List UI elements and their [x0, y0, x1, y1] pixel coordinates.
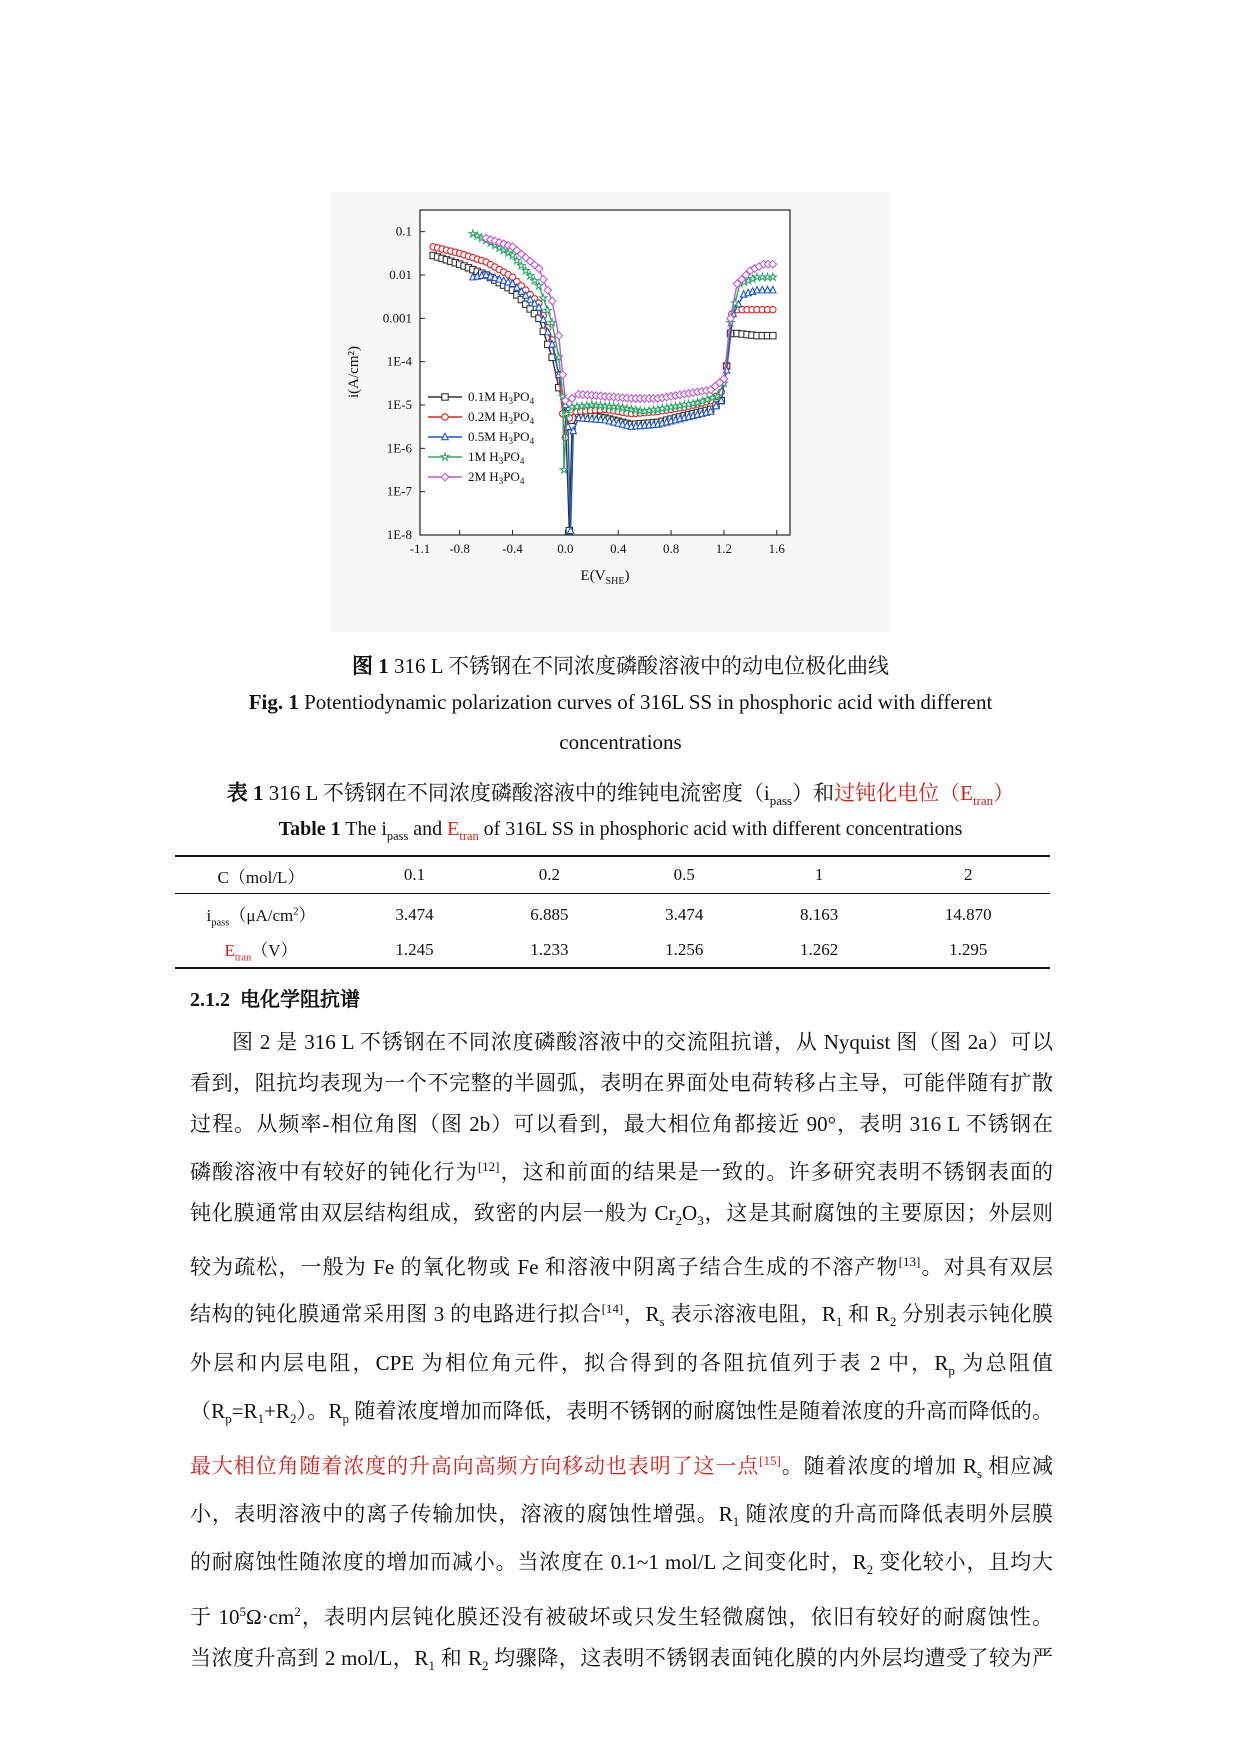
y-tick-label: 0.1: [395, 223, 412, 239]
subscript: p: [225, 1411, 232, 1427]
citation-ref: [14]: [601, 1301, 624, 1317]
table-title-en-b: and: [413, 818, 443, 840]
legend-marker: [442, 414, 448, 420]
y-tick-label: 1E-8: [386, 527, 412, 542]
ipass-label-c: ）: [298, 906, 316, 926]
y-tick-label: 1E-4: [386, 353, 412, 369]
para-text: ，R: [623, 1302, 660, 1327]
para-text: 为总阻值: [954, 1350, 1053, 1375]
subscript: 1: [428, 1658, 435, 1674]
x-tick-label: 1.2: [715, 541, 733, 556]
legend-entry: [468, 389, 535, 406]
etran-label-b: （V）: [251, 941, 298, 961]
subscript: 2: [675, 1213, 683, 1228]
table-cell: 1.233: [482, 933, 617, 968]
para-text: 分别表示钝化膜: [896, 1302, 1053, 1327]
citation-ref: [15]: [759, 1452, 781, 1468]
table-header-row: [175, 856, 1050, 894]
x-axis-label-sub: SHE: [605, 576, 625, 587]
table-cell: 1.256: [617, 933, 752, 968]
para-text: 和 R: [434, 1645, 482, 1670]
para-text: 小，表明溶液中的离子传输加快，溶液的腐蚀性增强。R: [190, 1501, 733, 1526]
y-axis-label: i(A/cm²): [346, 346, 362, 398]
x-tick-label: -0.4: [502, 541, 523, 556]
legend-entry: [468, 429, 535, 446]
legend-entry-text: 0.1M H: [468, 389, 509, 404]
para-line: [190, 1343, 1053, 1391]
legend-entry-sub: 4: [529, 396, 535, 406]
legend-entry-sub: 3: [508, 416, 513, 426]
legend-entry-text: 2M H: [468, 469, 499, 484]
figure-caption-zh: [0, 650, 1241, 680]
figure-caption-en-line1: Potentiodynamic polarization curves of 316L SS in phosphoric acid with different: [304, 690, 993, 714]
para-text: 变化较小，且均大: [873, 1550, 1053, 1575]
legend-entry-text: PO: [503, 449, 520, 464]
legend-entry-text: PO: [512, 409, 530, 424]
table-title-en-a: The i: [345, 818, 387, 840]
para-line: [190, 1591, 1053, 1638]
x-tick-label: 1.6: [768, 541, 785, 556]
para-text: （R: [190, 1399, 226, 1424]
subscript: p: [342, 1411, 349, 1427]
para-text: 。随着浓度的增加 R: [780, 1453, 978, 1478]
para-text: 外层和内层电阻，CPE 为相位角元件，拟合得到的各阻抗值列于表 2 中，R: [190, 1350, 949, 1375]
para-line: [190, 1440, 1053, 1494]
table-title-en-red: E: [447, 818, 460, 840]
legend-entry-sub: 4: [519, 476, 525, 486]
x-tick-label: -1.1: [409, 541, 431, 556]
legend-entry-sub: 3: [498, 456, 504, 466]
table-title-zh-red: 过钝化电位（E: [834, 781, 973, 805]
para-text: 结构的钝化膜通常采用图 3 的电路进行拟合: [190, 1302, 602, 1327]
y-tick-label: 0.01: [389, 267, 412, 282]
table-title-zh-a: 316 L 不锈钢在不同浓度磷酸溶液中的维钝电流密度（i: [268, 781, 770, 805]
subscript: s: [659, 1314, 665, 1330]
data-table: [175, 855, 1050, 969]
citation-ref: [12]: [477, 1158, 500, 1174]
table-cell: 6.885: [530, 905, 569, 924]
ipass-label-sub: pass: [211, 917, 230, 929]
series-point: [770, 332, 776, 338]
para-text: 的耐腐蚀性随浓度的增加而减小。当浓度在 0.1~1 mol/L 之间变化时，R: [190, 1550, 867, 1575]
x-tick-label: -0.8: [449, 541, 470, 556]
figure-caption-en-line2: concentrations: [559, 730, 682, 754]
table-cell: 1.245: [347, 933, 482, 968]
ipass-label-a: i: [206, 906, 212, 926]
ipass-label-b: （μA/cm: [229, 906, 294, 926]
series-point: [770, 306, 776, 312]
legend-entry: [468, 449, 525, 466]
para-text: 相应减: [982, 1453, 1054, 1478]
table-title-zh-b: ）和: [792, 781, 835, 805]
para-line: [190, 1638, 1053, 1686]
legend-entry-sub: 3: [498, 476, 504, 486]
para-line: [190, 1391, 1053, 1439]
y-tick-label: 1E-5: [386, 397, 412, 412]
para-text: 随浓度的升高而降低表明外层膜: [739, 1501, 1053, 1526]
table-header-cell: 0.5: [617, 856, 752, 894]
legend-entry: [468, 409, 535, 426]
para-text: 随着浓度增加而降低，表明不锈钢的耐腐蚀性是随着浓度的升高而降低的。: [349, 1399, 1053, 1424]
figure-caption-zh-text: 316 L 不锈钢在不同浓度磷酸溶液中的动电位极化曲线: [393, 654, 890, 678]
x-tick-label: 0.8: [662, 541, 680, 556]
subscript: p: [948, 1362, 955, 1378]
table-title-en-red-sub: tran: [459, 829, 479, 843]
y-tick-label: 1E-6: [386, 440, 412, 456]
para-text: Ω·cm: [246, 1604, 295, 1629]
para-text: 过程。从频率-相位角图（图 2b）可以看到，最大相位角都接近 90°，表明 316 L 不锈钢在: [190, 1112, 1053, 1137]
body-paragraph: [190, 1022, 1053, 1686]
section-title: 电化学阻抗谱: [240, 989, 360, 1011]
superscript: 2: [294, 1603, 301, 1619]
para-text: 钝化膜通常由双层结构组成，致密的内层一般为 Cr: [190, 1200, 676, 1225]
figure-caption-en-label: Fig. 1: [248, 690, 299, 714]
table-title-zh-red-sub: tran: [972, 793, 994, 809]
para-line: [190, 1542, 1053, 1590]
subscript: 1: [257, 1411, 265, 1427]
subscript: s: [977, 1465, 983, 1481]
para-text: ，这和前面的结果是一致的。许多研究表明不锈钢表面的: [499, 1159, 1054, 1184]
para-text: 当浓度升高到 2 mol/L，R: [190, 1645, 429, 1670]
para-text: 看到，阻抗均表现为一个不完整的半圆弧，表明在界面处电荷转移占主导，可能伴随有扩散: [190, 1071, 1053, 1096]
y-tick-label: 1E-7: [386, 483, 412, 499]
table-title-en-sub: pass: [386, 829, 409, 843]
table-cell: 3.474: [665, 905, 704, 924]
x-tick-label: 0.4: [610, 541, 627, 556]
table-title-zh-sub: pass: [769, 793, 793, 809]
x-axis-label-close: ): [624, 568, 630, 584]
para-text: +R: [264, 1399, 290, 1424]
table-header-cell: 0.2: [482, 856, 617, 894]
para-line: [190, 1193, 1053, 1241]
legend-entry-text: 0.5M H: [468, 429, 509, 444]
para-line: [190, 1241, 1053, 1288]
subscript: 2: [889, 1314, 897, 1330]
subscript: 2: [289, 1411, 297, 1427]
table-cell: 1.262: [752, 933, 887, 968]
legend-entry-sub: 3: [508, 436, 513, 446]
para-text: 和 R: [842, 1302, 890, 1327]
para-line: [190, 1104, 1053, 1145]
etran-label-a: E: [224, 941, 235, 961]
citation-ref: [13]: [898, 1254, 921, 1270]
legend-entry-sub: 4: [529, 436, 535, 446]
para-text: 于 10: [190, 1604, 240, 1629]
x-axis-label-main: E(V: [580, 568, 606, 584]
table-row: [175, 933, 1050, 968]
legend-entry-sub: 4: [529, 416, 535, 426]
section-number: 2.1.2: [190, 989, 230, 1011]
table-cell: 14.870: [944, 905, 992, 924]
para-text: O: [682, 1200, 698, 1225]
figure-caption-en: [0, 690, 1241, 715]
legend-entry-text: 0.2M H: [468, 409, 509, 424]
table-title-en-c: of 316L SS in phosphoric acid with different concentrations: [483, 818, 963, 840]
para-line: [190, 1063, 1053, 1104]
table-row-label-ipass: [175, 894, 347, 934]
superscript: 5: [239, 1603, 247, 1619]
legend-entry-sub: 4: [519, 456, 525, 466]
chart-canvas: [330, 192, 890, 632]
legend-entry-text: PO: [512, 389, 530, 404]
table-row-label-etran: [175, 933, 347, 968]
para-line: [190, 1022, 1053, 1063]
table-header-cell: 0.1: [347, 856, 482, 894]
legend-marker: [442, 394, 448, 400]
x-tick-label: 0.0: [557, 541, 574, 556]
para-text: 较为疏松，一般为 Fe 的氧化物或 Fe 和溶液中阴离子结合生成的不溶产物: [190, 1255, 899, 1280]
table-title-zh-label: 表 1: [226, 781, 264, 805]
para-text: 。对具有双层: [920, 1255, 1054, 1280]
subscript: 3: [697, 1213, 704, 1228]
para-line: [190, 1288, 1053, 1342]
para-text: ，表明内层钝化膜还没有被破坏或只发生轻微腐蚀，依旧有较好的耐腐蚀性。: [300, 1604, 1053, 1629]
para-text: 图 2 是 316 L 不锈钢在不同浓度磷酸溶液中的交流阻抗谱，从 Nyquist 图（图 2a）可以: [232, 1030, 1053, 1054]
subscript: 2: [482, 1658, 489, 1674]
para-text: ，这是其耐腐蚀的主要原因；外层则: [703, 1200, 1054, 1225]
para-text: 磷酸溶液中有较好的钝化行为: [190, 1159, 478, 1184]
para-text-highlight: 最大相位角随着浓度的升高向高频方向移动也表明了这一点: [190, 1453, 760, 1478]
y-tick-label: 0.001: [382, 310, 412, 326]
table-title-zh-red-close: ）: [993, 781, 1015, 805]
para-text: ）。R: [296, 1399, 343, 1424]
table-header-cell: 2: [887, 856, 1050, 894]
legend-entry: [468, 469, 525, 486]
polarization-chart: [330, 192, 890, 632]
legend-entry-text: PO: [512, 429, 530, 444]
legend-entry-text: PO: [503, 469, 520, 484]
section-heading: [190, 983, 360, 1012]
subscript: 1: [835, 1314, 843, 1330]
legend-entry-sub: 3: [508, 396, 513, 406]
table-cell: 3.474: [395, 905, 434, 924]
subscript: 1: [732, 1514, 740, 1530]
legend-entry-text: 1M H: [468, 449, 499, 464]
etran-label-sub: tran: [234, 952, 252, 964]
table-header-first: C（mol/L）: [175, 856, 347, 894]
table-title-zh: [0, 777, 1241, 809]
para-line: [190, 1494, 1053, 1542]
figure-caption-zh-label: 图 1: [351, 654, 389, 678]
para-line: [190, 1146, 1053, 1193]
ipass-label-sup: 2: [293, 906, 299, 918]
table-cell: 8.163: [799, 905, 839, 924]
table-title-en: [0, 818, 1241, 844]
para-text: 均骤降，这表明不锈钢表面钝化膜的内外层均遭受了较为严: [488, 1645, 1054, 1670]
table-header-cell: 1: [752, 856, 887, 894]
para-text: 表示溶液电阻，R: [664, 1302, 836, 1327]
para-text: =R: [231, 1399, 258, 1424]
table-title-en-label: Table 1: [278, 818, 341, 840]
table-cell: 1.295: [887, 933, 1050, 968]
subscript: 2: [866, 1562, 874, 1578]
table-row: [175, 894, 1050, 934]
